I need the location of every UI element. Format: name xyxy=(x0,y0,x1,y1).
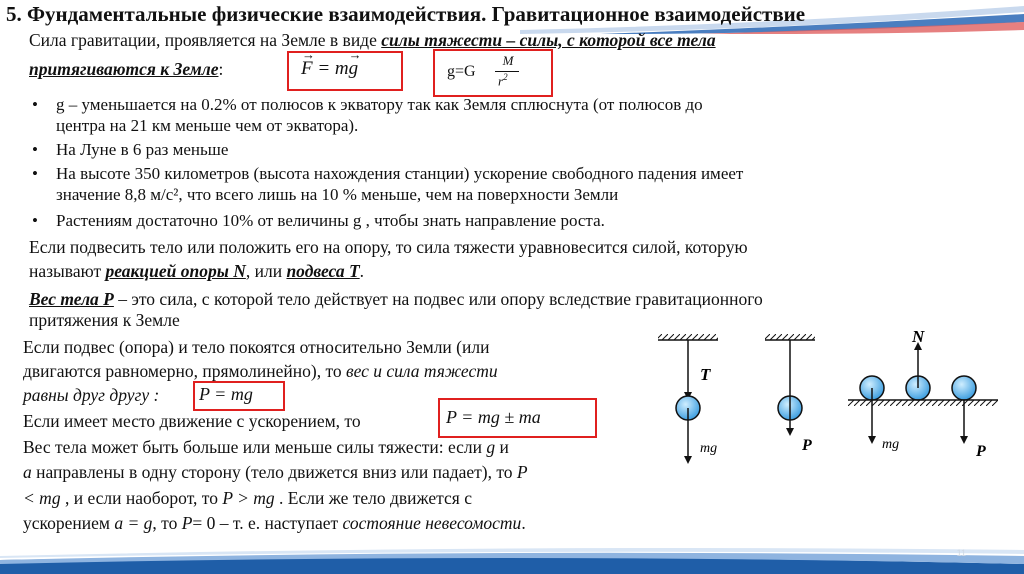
label-N: N xyxy=(912,327,925,346)
formula-g-denominator xyxy=(498,72,508,89)
reaction-prefix: называют xyxy=(29,261,106,281)
formula-weight-rest: P = mg xyxy=(199,384,253,404)
weight-definition: – это сила, с которой тело действует на подвес или опору вследствие гравитационного xyxy=(113,289,763,309)
bullet-text: центра на 21 км меньше чем от экватора). xyxy=(56,116,359,135)
weight-term: Вес тела P xyxy=(29,289,114,309)
more-math: a xyxy=(23,462,32,482)
bullet-item xyxy=(32,94,703,136)
more-math: g xyxy=(486,437,496,457)
rest-equal-text: равны друг другу : xyxy=(23,385,160,405)
bullet-dot: • xyxy=(32,140,38,159)
reaction-mid: , или xyxy=(245,261,287,281)
g-symbol: g xyxy=(348,58,359,79)
more-text: ускорением xyxy=(23,513,115,533)
weightlessness-term: состояние невесомости xyxy=(342,513,522,533)
bullet-text: значение 8,8 м/с², что всего лишь на 10 % меньше, чем на поверхности Земли xyxy=(56,185,619,204)
more-text: . Если же тело движется с xyxy=(274,488,472,508)
formula-g-box xyxy=(433,49,553,97)
label-P: P xyxy=(802,437,812,454)
diagram-suspended-body xyxy=(658,334,718,460)
intro-colon: : xyxy=(218,59,224,79)
vector-arrow-icon: → xyxy=(302,47,315,62)
diagram-support xyxy=(848,327,998,460)
bullet-item xyxy=(32,139,229,160)
intro-line-2 xyxy=(29,58,223,80)
suspension-term: подвеса T xyxy=(286,261,360,281)
more-math: a = g xyxy=(114,513,153,533)
rest-line-1: Если подвес (опора) и тело покоятся относительно Земли (или xyxy=(23,337,490,357)
more-line-2 xyxy=(23,461,528,483)
formula-force xyxy=(301,47,362,80)
label-mg: mg xyxy=(700,441,718,456)
rest-line-3 xyxy=(23,384,159,406)
page-number: 11 xyxy=(956,548,966,558)
more-math: P xyxy=(516,462,528,482)
rest-prefix: двигаются равномерно, прямолинейно), то xyxy=(23,361,346,381)
rest-italic: вес и сила тяжести xyxy=(345,361,498,381)
more-text: = 0 – т. е. наступает xyxy=(192,513,343,533)
bullet-text: На высоте 350 километров (высота нахождения станции) ускорение свободного падения имеет xyxy=(56,164,744,183)
intro-emphasis-1: силы тяжести – силы, с которой все тела xyxy=(381,30,716,50)
more-math: P > mg xyxy=(222,488,275,508)
bullet-text: Растениям достаточно 10% от величины g , чтобы знать направление роста. xyxy=(56,211,605,230)
more-math: < mg xyxy=(23,488,61,508)
bullet-item xyxy=(32,210,605,231)
vector-arrow-icon: → xyxy=(348,47,362,62)
diagram-weight-suspension xyxy=(765,334,815,454)
more-text: , то xyxy=(152,513,182,533)
more-line-3 xyxy=(23,487,472,509)
formula-weight-accel: P = mg ± ma xyxy=(446,407,541,427)
label-P: P xyxy=(976,443,986,460)
label-mg: mg xyxy=(882,437,900,452)
denominator-r: r xyxy=(498,73,504,89)
bullet-text: На Луне в 6 раз меньше xyxy=(56,140,229,159)
more-line-4 xyxy=(23,512,526,534)
reaction-end: . xyxy=(359,261,365,281)
more-text: , и если наоборот, то xyxy=(60,488,223,508)
forces-figure xyxy=(650,322,1020,472)
formula-weight-rest-box xyxy=(193,381,285,411)
reaction-line-2 xyxy=(29,260,364,282)
intro-emphasis-2: притягиваются к Земле xyxy=(29,59,219,79)
formula-g-lhs: g=G xyxy=(447,63,476,80)
denominator-exp: 2 xyxy=(503,72,508,82)
more-text: направлены в одну сторону (тело движется вниз или падает), то xyxy=(31,462,517,482)
reaction-line-1: Если подвесить тело или положить его на опору, то сила тяжести уравновесится силой, которую xyxy=(29,237,748,257)
force-eq: = m xyxy=(312,58,349,79)
rest-line-2 xyxy=(23,360,498,382)
more-text: Вес тела может быть больше или меньше силы тяжести: если xyxy=(23,437,487,457)
formula-g-numerator: M xyxy=(502,53,514,68)
formula-force-box xyxy=(287,47,403,91)
bottom-decor-band xyxy=(0,534,1024,574)
accel-line: Если имеет место движение с ускорением, то xyxy=(23,411,361,431)
label-T: T xyxy=(700,365,711,384)
bullet-text: g – уменьшается на 0.2% от полюсов к экватору так как Земля сплюснута (от полюсов до xyxy=(56,95,703,114)
reaction-term: реакцией опоры N xyxy=(105,261,246,281)
bullet-item xyxy=(32,163,744,205)
ball xyxy=(952,376,976,400)
weight-line-2: притяжения к Земле xyxy=(29,310,180,330)
formula-g xyxy=(447,63,476,81)
bullet-dot: • xyxy=(32,164,38,183)
more-text: и xyxy=(495,437,509,457)
slide-title: 5. Фундаментальные физические взаимодействия. Гравитационное взаимодействие xyxy=(6,2,806,26)
more-text: . xyxy=(521,513,526,533)
bullet-dot: • xyxy=(32,95,38,114)
weight-line-1 xyxy=(29,288,763,310)
bullet-dot: • xyxy=(32,211,38,230)
formula-weight-accel-box xyxy=(438,398,597,438)
more-line-1 xyxy=(23,436,509,458)
intro-prefix: Сила гравитации, проявляется на Земле в виде xyxy=(29,30,382,50)
more-math: P xyxy=(181,513,193,533)
intro-line-1 xyxy=(29,29,716,51)
force-symbol: F xyxy=(301,58,313,79)
